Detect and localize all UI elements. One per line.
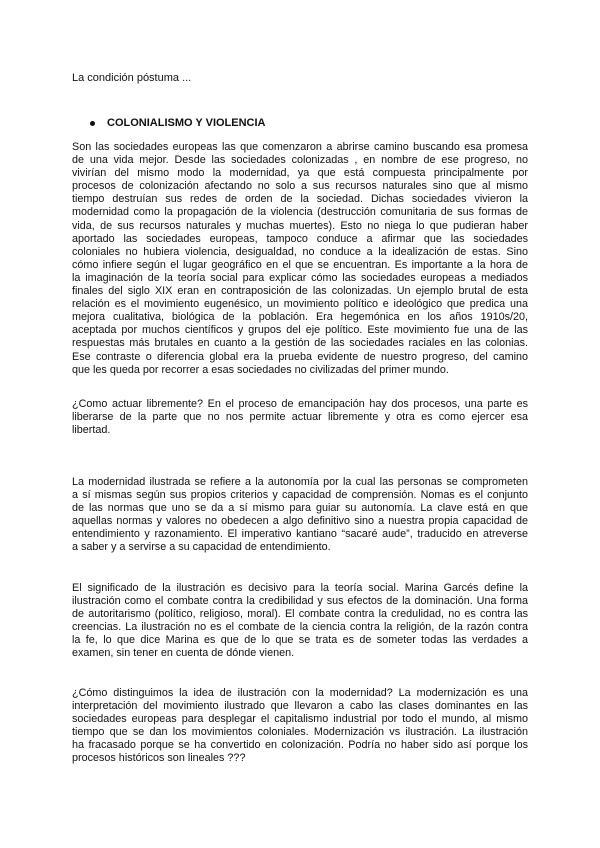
paragraph-line: ha fracasado porque se ha convertido en colonización. Podría no haber sido así porque los	[72, 739, 528, 752]
paragraph-line: vivirían del mismo modo la modernidad, ya que está compuesta principalmente por	[72, 167, 528, 180]
paragraph-line: relación es el movimiento eugenésico, un movimiento político e ideológico que predica una	[72, 298, 528, 311]
paragraph-line: a sí mismas según sus propios criterios y capacidad de comprensión. Nomas es el conjunto	[72, 489, 528, 502]
paragraph-line: Ese contraste o diferencia global era la prueba evidente de nuestro progreso, del camino	[72, 350, 528, 363]
paragraph-line: la imaginación de la teoría social para explicar cómo las sociedades europeas a mediados	[72, 271, 528, 284]
paragraph-line: interpretación del movimiento ilustrado que llevaron a cabo las clases dominantes en las	[72, 700, 528, 713]
paragraph	[72, 398, 528, 437]
paragraph-line: examen, sin tener en cuenta de dónde vienen.	[72, 647, 295, 660]
paragraph-line: liberarse de la parte que no nos permite actuar libremente y otra es como ejercer esa	[72, 411, 528, 424]
paragraph-line: libertad.	[72, 424, 111, 437]
paragraph	[72, 687, 528, 766]
paragraph-line: vida, de sus recursos naturales y muchas muertes). Esto no niega lo que pudieran haber	[72, 219, 528, 232]
paragraph-line: procesos de colonización afectando no solo a sus recursos naturales sino que al mismo	[72, 180, 528, 193]
paragraph-line: modernidad como la propagación de la violencia (destrucción comunitaria de sus formas de	[72, 206, 528, 219]
paragraph	[72, 582, 528, 661]
paragraph-line: La modernidad ilustrada se refiere a la autonomía por la cual las personas se comprometen	[72, 476, 528, 488]
paragraph-line: entendimiento y razonamiento. El imperativo kantiano “sacaré aude”, traducido en atreverse	[72, 528, 528, 541]
paragraph-line: a saber y a servirse a su capacidad de entendimiento.	[72, 541, 331, 554]
paragraph-line: de autoritarismo (político, religioso, moral). El combate contra la credulidad, no es contra las	[72, 608, 528, 621]
paragraph-line: Son las sociedades europeas las que comenzaron a abrirse camino buscando esa promesa	[72, 141, 528, 153]
paragraph-line: tiempo destruían sus redes de orden de la sociedad. Dichas sociedades vivieron la	[72, 193, 528, 206]
paragraph-line: mejora cualitativa, biológica de la población. Era hegemónica en los años 1910s/20,	[72, 311, 528, 324]
paragraph-line: finales del siglo XIX eran en contraposición de las colonizadas. Un ejemplo brutal de esta	[72, 285, 528, 298]
paragraph	[72, 141, 528, 377]
section-heading	[90, 117, 266, 130]
paragraph-line: que les queda por recorrer a esas sociedades no civilizadas del primer mundo.	[72, 363, 449, 376]
paragraph-line: la fe, lo que dice Marina es que de lo que se trata es de someter todas las verdades a	[72, 634, 528, 647]
paragraph-line: El significado de la ilustración es decisivo para la teoría social. Marina Garcés define la	[72, 582, 528, 594]
paragraph-line: procesos históricos son lineales ???	[72, 752, 246, 765]
paragraph-line: coloniales no hubiera violencia, desigualdad, no conduce a la idealización de estas. Sino	[72, 245, 528, 258]
paragraph-line: respuestas más brutales en cuanto a la gestión de las sociedades raciales en las colonias.	[72, 337, 528, 350]
document-title: La condición póstuma ...	[72, 72, 192, 84]
paragraph-line: creencias. La ilustración no es el combate de la ciencia contra la religión, de la razón contra	[72, 621, 528, 634]
paragraph-line: de una vida mejor. Desde las sociedades colonizadas , en nombre de ese progreso, no	[72, 154, 528, 167]
paragraph-line: ¿Cómo distinguimos la idea de ilustración con la modernidad? La modernización es una	[72, 687, 528, 699]
paragraph	[72, 476, 528, 555]
paragraph-line: cómo infiere según el lugar geográfico en el que se encuentran. Es importante a la hora de	[72, 258, 528, 271]
paragraph-line: tiempo que se dan los movimientos coloniales. Modernización vs ilustración. La ilustración	[72, 726, 528, 739]
paragraph-line: ¿Como actuar libremente? En el proceso de emancipación hay dos procesos, una parte es	[72, 398, 528, 410]
paragraph-line: aceptada por muchos científicos y grupos del eje político. Este movimiento fue una de las	[72, 324, 528, 337]
paragraph-line: sociedades europeas para desplegar el capitalismo industrial por todo el mundo, al mismo	[72, 713, 528, 726]
bullet-icon	[90, 121, 95, 126]
paragraph-line: de las normas que uno se da a sí mismo para guiar su autonomía. La clave está en que	[72, 502, 528, 515]
paragraph-line: aquellas normas y valores no obedecen a algo definitivo sino a nuestra propia capacidad de	[72, 515, 528, 528]
paragraph-line: aportado las sociedades europeas, tampoco conduce a afirmar que las sociedades	[72, 232, 528, 245]
section-heading-text: COLONIALISMO Y VIOLENCIA	[107, 117, 266, 129]
paragraph-line: ilustración como el combate contra la credibilidad y sus efectos de la dominación. Una forma	[72, 595, 528, 608]
